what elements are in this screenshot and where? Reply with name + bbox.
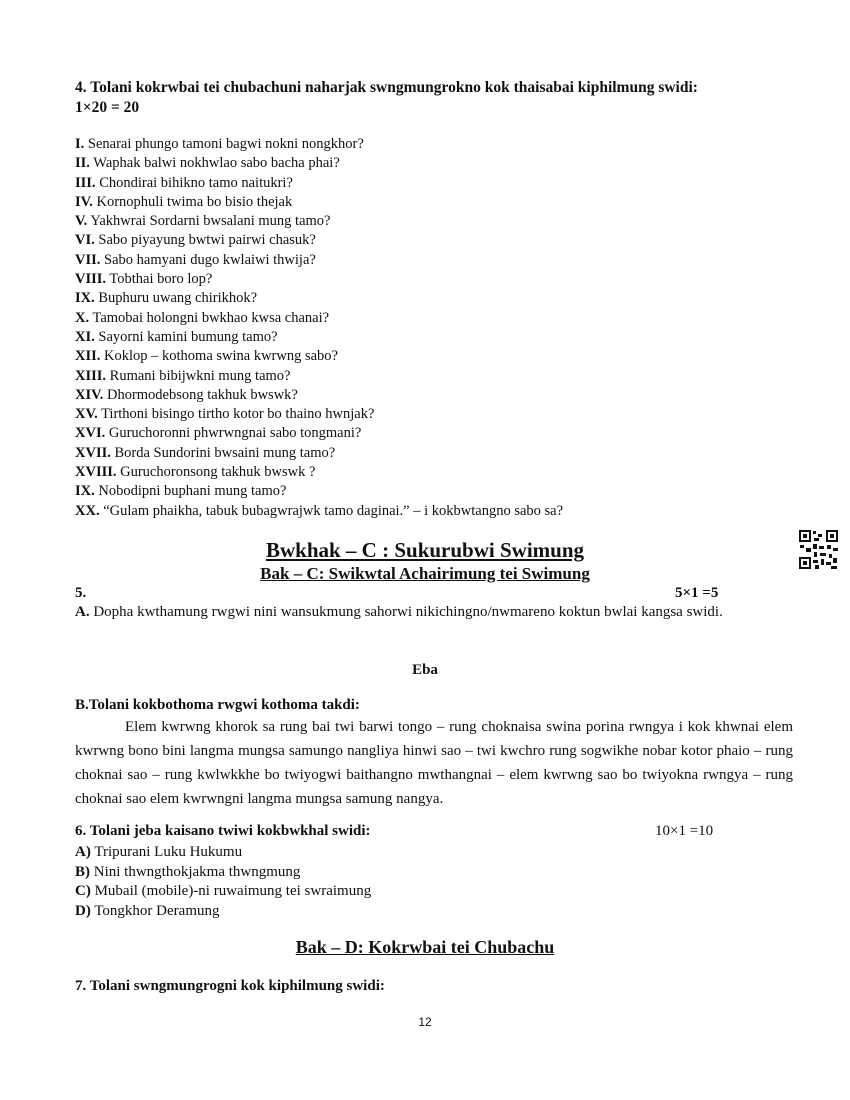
- list-item: [75, 212, 795, 231]
- question-5b-passage: Elem kwrwng khorok sa rung bai twi barwi tongo – rung choknaisa swina porina rwngya i kok khwnai elem kwrwng bono bini langma mungsa samungo nangliya hinwi sao – twi kwchro rung sogwikhe nobar kotor phaio – rung choknai sao – rung kwlwkkhe bo twiyogwi baithangno mwthangnai – elem kwrwng sao bo twiyokna rwngya – rung choknai sao elem kwrwngni langma mungsa samung nangya.: [75, 719, 793, 807]
- list-item: [75, 231, 795, 250]
- list-item-text: Mubail (mobile)-ni ruwaimung tei swraimung: [94, 883, 372, 899]
- question-6-list: [75, 843, 371, 921]
- list-item-text: Borda Sundorini bwsaini mung tamo?: [114, 444, 336, 461]
- list-item: [75, 424, 795, 443]
- list-item-text: Sabo hamyani dugo kwlaiwi thwija?: [104, 251, 316, 268]
- list-item-text: Buphuru uwang chirikhok?: [98, 290, 258, 307]
- list-item: [75, 135, 795, 154]
- list-item-number: XII.: [75, 348, 101, 365]
- list-item-text: Sabo piyayung bwtwi pairwi chasuk?: [98, 232, 316, 249]
- list-item-number: XVII.: [75, 444, 111, 461]
- list-item-number: IX.: [75, 483, 95, 500]
- question-4-list: [75, 135, 795, 521]
- list-item: [75, 863, 371, 883]
- list-item-number: VI.: [75, 232, 95, 249]
- question-6-marks: 10×1 =10: [655, 823, 714, 839]
- list-item: [75, 444, 795, 463]
- list-item-number: XI.: [75, 328, 95, 345]
- list-item: [75, 482, 795, 501]
- list-item-text: Kornophuli twima bo bisio thejak: [96, 193, 293, 210]
- list-item: [75, 309, 795, 328]
- list-item: [75, 347, 795, 366]
- question-5a-text: Dopha kwthamung rwgwi nini wansukmung sahorwi nikichingno/nwmareno koktun bwlai kangsa swidi.: [93, 604, 723, 620]
- list-item-text: Tripurani Luku Hukumu: [94, 844, 243, 860]
- list-item-text: Tobthai boro lop?: [109, 271, 213, 288]
- list-item-number: IX.: [75, 290, 95, 307]
- list-item-text: Tirthoni bisingo tirtho kotor bo thaino hwnjak?: [101, 406, 375, 423]
- section-d-title: Bak – D: Kokrwbai tei Chubachu: [295, 937, 555, 957]
- list-item-text: Sayorni kamini bumung tamo?: [98, 328, 278, 345]
- list-item-text: Tamobai holongni bwkhao kwsa chanai?: [92, 309, 330, 326]
- list-item: [75, 882, 371, 902]
- question-5a: [75, 600, 793, 624]
- list-item-number: II.: [75, 155, 90, 172]
- page-number: 12: [418, 1015, 432, 1029]
- list-item-text: Waphak balwi nokhwlao sabo bacha phai?: [93, 155, 340, 172]
- or-separator: Eba: [412, 662, 438, 678]
- question-7-heading: 7. Tolani swngmungrogni kok kiphilmung swidi:: [75, 978, 385, 994]
- list-item: [75, 270, 795, 289]
- list-item-text: Guruchoronni phwrwngnai sabo tongmani?: [108, 425, 362, 442]
- list-item-text: Guruchoronsong takhuk bwswk ?: [120, 464, 316, 481]
- list-item: [75, 386, 795, 405]
- list-item: [75, 174, 795, 193]
- list-item-text: Tongkhor Deramung: [94, 902, 220, 919]
- list-item-number: V.: [75, 213, 88, 230]
- list-item-text: Dhormodebsong takhuk bwswk?: [106, 386, 298, 403]
- list-item-text: Rumani bibijwkni mung tamo?: [109, 367, 291, 384]
- list-item-text: Nini thwngthokjakma thwngmung: [93, 863, 301, 880]
- list-item: [75, 502, 795, 521]
- list-item-number: I.: [75, 136, 85, 152]
- list-item: [75, 251, 795, 270]
- question-5a-label: A.: [75, 604, 90, 620]
- list-item-text: Nobodipni buphani mung tamo?: [98, 483, 287, 500]
- list-item-number: XV.: [75, 406, 98, 423]
- list-item-number: VIII.: [75, 271, 107, 288]
- list-item: [75, 154, 795, 173]
- list-item: [75, 328, 795, 347]
- list-item: [75, 367, 795, 386]
- list-item: [75, 843, 371, 863]
- list-item-number: C): [75, 883, 91, 899]
- list-item-number: XVIII.: [75, 464, 117, 481]
- question-5-marks: 5×1 =5: [675, 585, 719, 601]
- list-item: [75, 289, 795, 308]
- list-item-number: XVI.: [75, 425, 106, 442]
- list-item: [75, 902, 371, 922]
- list-item-number: III.: [75, 174, 96, 191]
- question-4-instruction: 4. Tolani kokrwbai tei chubachuni naharjak swngmungrokno kok thaisabai kiphilmung swidi:: [75, 79, 698, 96]
- list-item: [75, 405, 795, 424]
- list-item-number: VII.: [75, 251, 101, 268]
- list-item-text: Yakhwrai Sordarni bwsalani mung tamo?: [90, 213, 331, 230]
- list-item-text: Senarai phungo tamoni bagwi nokni nongkhor?: [87, 136, 364, 152]
- list-item-number: XIV.: [75, 386, 104, 403]
- question-4-heading: [75, 78, 795, 118]
- list-item: [75, 463, 795, 482]
- list-item-number: A): [75, 844, 91, 860]
- section-c-title: Bwkhak – C : Sukurubwi Swimung: [265, 538, 585, 562]
- question-5b-heading: B.Tolani kokbothoma rwgwi kothoma takdi:: [75, 697, 360, 713]
- list-item-number: B): [75, 863, 90, 880]
- list-item-number: X.: [75, 309, 90, 326]
- list-item-text: “Gulam phaikha, tabuk bubagwrajwk tamo daginai.” – i kokbwtangno sabo sa?: [103, 502, 564, 519]
- list-item-number: IV.: [75, 193, 93, 210]
- list-item-number: XX.: [75, 502, 100, 519]
- list-item-number: D): [75, 902, 91, 919]
- question-4-marks: 1×20 = 20: [75, 99, 140, 116]
- list-item-number: XIII.: [75, 367, 107, 384]
- question-6-heading: 6. Tolani jeba kaisano twiwi kokbwkhal swidi:: [75, 823, 371, 839]
- question-5-number: 5.: [75, 585, 87, 601]
- list-item: [75, 193, 795, 212]
- list-item-text: Koklop – kothoma swina kwrwng sabo?: [104, 348, 338, 365]
- section-c-subtitle: Bak – C: Swikwtal Achairimung tei Swimung: [260, 564, 590, 583]
- list-item-text: Chondirai bihikno tamo naitukri?: [99, 174, 293, 191]
